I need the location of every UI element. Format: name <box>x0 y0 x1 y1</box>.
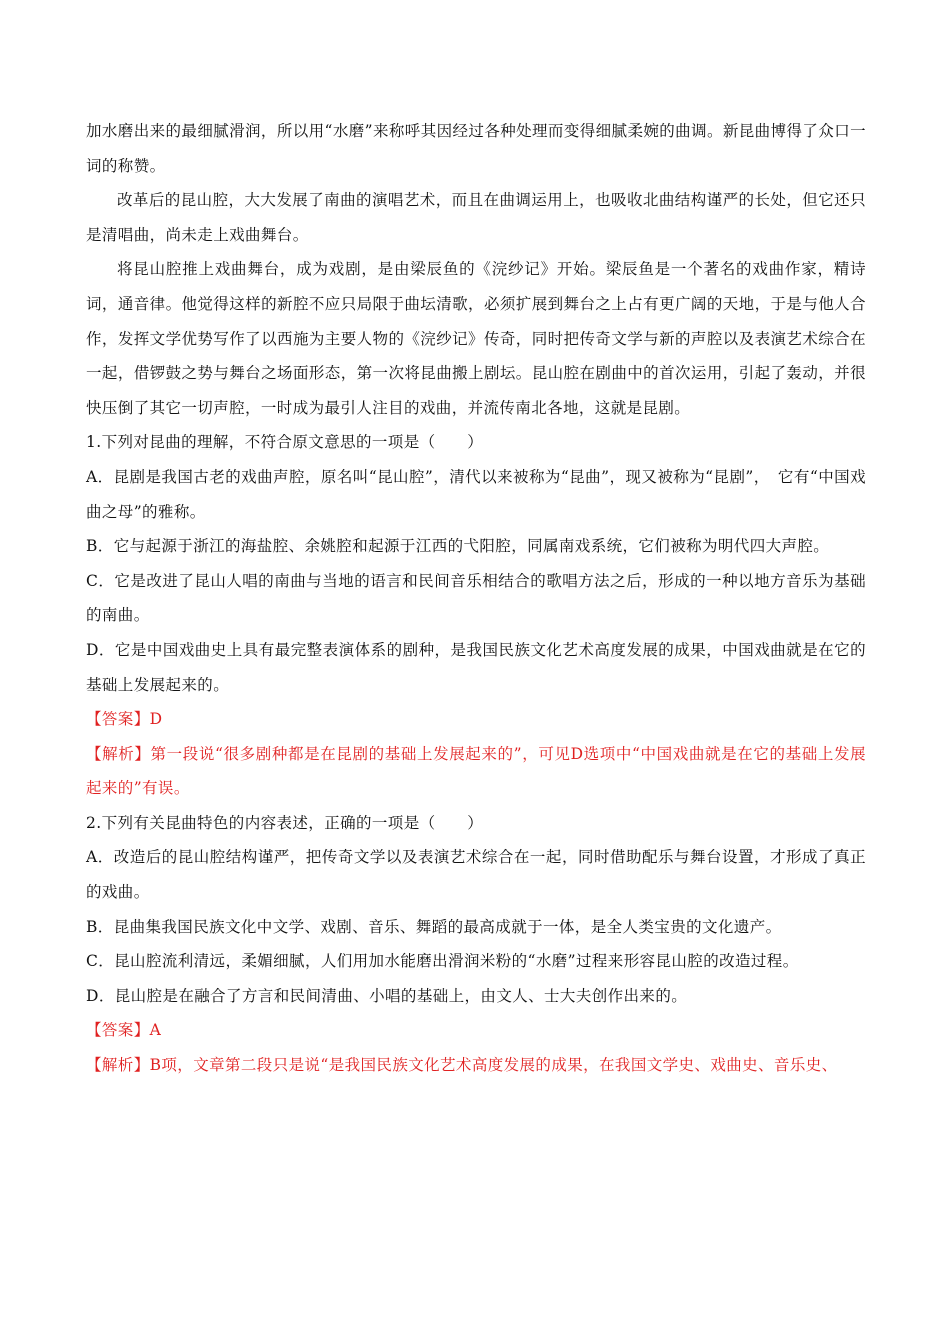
document-page <box>86 114 866 1083</box>
answer-value: D <box>149 710 163 729</box>
answer-value: A <box>149 1021 162 1040</box>
question-1-answer <box>86 702 866 737</box>
answer-tag: 【答案】 <box>86 1021 150 1040</box>
question-1-option-d: D．它是中国戏曲史上具有最完整表演体系的剧种，是我国民族文化艺术高度发展的成果，中国戏曲就是在它的基础上发展起来的。 <box>86 640 866 694</box>
question-2-analysis <box>86 1048 866 1083</box>
answer-tag: 【答案】 <box>86 710 150 729</box>
question-1-option-c: C．它是改进了昆山人唱的南曲与当地的语言和民间音乐相结合的歌唱方法之后，形成的一种以地方音乐为基础的南曲。 <box>86 571 866 625</box>
question-2-answer <box>86 1013 866 1048</box>
question-2-option-a: A．改造后的昆山腔结构谨严，把传奇文学以及表演艺术综合在一起，同时借助配乐与舞台设置，才形成了真正的戏曲。 <box>86 848 866 902</box>
passage-paragraph-2: 改革后的昆山腔，大大发展了南曲的演唱艺术，而且在曲调运用上，也吸收北曲结构谨严的长处，但它还只是清唱曲，尚未走上戏曲舞台。 <box>86 191 866 244</box>
analysis-tag: 【解析】 <box>86 744 151 763</box>
analysis-text: 第一段说“很多剧种都是在昆剧的基础上发展起来的”，可见D选项中“中国戏曲就是在它的基础上发展起来的”有误。 <box>86 744 866 798</box>
question-2-option-b: B．昆曲集我国民族文化中文学、戏剧、音乐、舞蹈的最高成就于一体，是全人类宝贵的文化遗产。 <box>86 917 782 936</box>
question-1-analysis <box>86 737 866 806</box>
question-1-option-a: A．昆剧是我国古老的戏曲声腔，原名叫“昆山腔”，清代以来被称为“昆曲”，现又被称为“昆剧”， 它有“中国戏曲之母”的雅称。 <box>86 467 866 521</box>
question-2-stem: 2.下列有关昆曲特色的内容表述，正确的一项是（ ） <box>86 813 484 832</box>
analysis-text: B项，文章第二段只是说“是我国民族文化艺术高度发展的成果，在我国文学史、戏曲史、音乐史、 <box>149 1056 838 1075</box>
question-2-option-c: C．昆山腔流利清远，柔媚细腻，人们用加水能磨出滑润米粉的“水磨”过程来形容昆山腔的改造过程。 <box>86 952 799 971</box>
passage-paragraph-1: 加水磨出来的最细腻滑润，所以用“水磨”来称呼其因经过各种处理而变得细腻柔婉的曲调。新昆曲博得了众口一词的称赞。 <box>86 122 866 175</box>
passage-paragraph-3: 将昆山腔推上戏曲舞台，成为戏剧，是由梁辰鱼的《浣纱记》开始。梁辰鱼是一个著名的戏曲作家，精诗词，通音律。他觉得这样的新腔不应只局限于曲坛清歌，必须扩展到舞台之上占有更广阔的天地，于是与他人合作，发挥文学优势写作了以西施为主要人物的《浣纱记》传奇，同时把传奇文学与新的声腔以及表演艺术综合在一起，借锣鼓之势与舞台之场面形态，第一次将昆曲搬上剧坛。昆山腔在剧曲中的首次运用，引起了轰动，并很快压倒了其它一切声腔，一时成为最引人注目的戏曲，并流传南北各地，这就是昆剧。 <box>86 260 866 417</box>
analysis-tag: 【解析】 <box>86 1056 150 1075</box>
question-1-option-b: B．它与起源于浙江的海盐腔、余姚腔和起源于江西的弋阳腔，同属南戏系统，它们被称为明代四大声腔。 <box>86 537 830 556</box>
question-2-option-d: D．昆山腔是在融合了方言和民间清曲、小唱的基础上，由文人、士大夫创作出来的。 <box>86 986 688 1005</box>
question-1-stem: 1.下列对昆曲的理解，不符合原文意思的一项是（ ） <box>86 433 484 452</box>
